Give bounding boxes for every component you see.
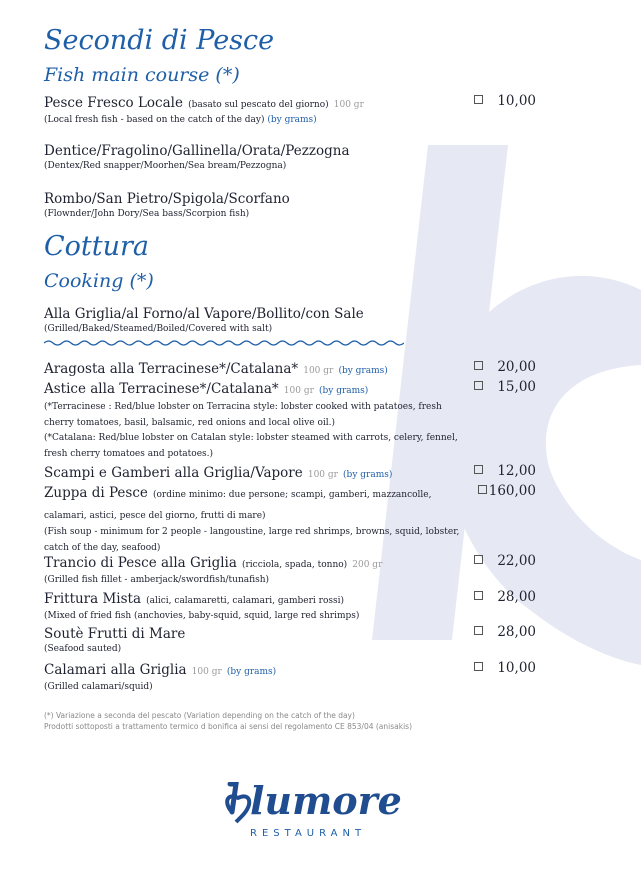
- checkbox-icon: [474, 555, 483, 564]
- item-qty: 100 gr: [303, 366, 334, 376]
- item-name: Frittura Mista: [44, 591, 142, 607]
- section-subtitle-cooking: Cooking (*): [44, 270, 154, 292]
- item-price: 160,00: [478, 483, 536, 499]
- item-name: Zuppa di Pesce: [44, 485, 148, 501]
- item-name: Alla Griglia/al Forno/al Vapore/Bollito/con Sale: [44, 306, 364, 322]
- item-desc: (ordine minimo: due persone; scampi, gamberi, mazzancolle, calamari, astici, pesce del giorno, frutti di mare): [44, 490, 432, 521]
- item-price: 12,00: [474, 463, 536, 479]
- item-price: 10,00: [474, 660, 536, 676]
- menu-item-calamari: [44, 660, 604, 694]
- menu-item-astice: [44, 379, 604, 462]
- item-note-terracinese: (*Terracinese : Red/blue lobster on Terracina style: lobster cooked with patatoes, fresh cherry tomatoes, basil, balsamic, red onions and local olive oil.): [44, 402, 442, 428]
- item-by-grams: (by grams): [226, 667, 277, 677]
- item-name: Aragosta alla Terracinese*/Catalana*: [44, 361, 299, 377]
- item-by-grams: (by grams): [318, 386, 369, 396]
- menu-item-pesce-fresco: [44, 93, 604, 127]
- item-translation: (Grilled/Baked/Steamed/Boiled/Covered with salt): [44, 324, 273, 334]
- menu-item-aragosta: [44, 359, 604, 380]
- section-title-cottura: Cottura: [44, 231, 150, 262]
- item-translation: (Grilled calamari/squid): [44, 682, 153, 692]
- checkbox-icon: [474, 591, 483, 600]
- item-qty: 100 gr: [283, 386, 314, 396]
- item-qty: 100 gr: [191, 667, 222, 677]
- wave-divider: [44, 338, 404, 348]
- item-translation: (Flownder/John Dory/Sea bass/Scorpion fish): [44, 209, 250, 219]
- item-price: 20,00: [474, 359, 536, 375]
- section-title-secondi: Secondi di Pesce: [44, 25, 275, 56]
- checkbox-icon: [474, 662, 483, 671]
- item-name: Scampi e Gamberi alla Griglia/Vapore: [44, 465, 303, 481]
- item-translation: (Local fresh fish - based on the catch of the day): [44, 115, 265, 125]
- item-name: Trancio di Pesce alla Griglia: [44, 555, 237, 571]
- menu-item-dentice: [44, 141, 604, 173]
- restaurant-logo: [222, 778, 422, 848]
- item-desc: (alici, calamaretti, calamari, gamberi rossi): [146, 596, 345, 606]
- footnote-anisakis: Prodotti sottoposti a trattamento termico d bonifica ai sensi del regolamento CE 853/04 (anisakis): [44, 722, 413, 731]
- item-name: Soutè Frutti di Mare: [44, 626, 186, 642]
- item-note-catalana: (*Catalana: Red/blue lobster on Catalan style: lobster steamed with carrots, celery, fennel, fresh cherry tomatoes and potatoes.): [44, 433, 458, 459]
- item-translation: (Mixed of fried fish (anchovies, baby-squid, squid, large red shrimps): [44, 611, 360, 621]
- item-qty: 100 gr: [307, 470, 338, 480]
- menu-item-trancio: [44, 553, 604, 587]
- logo-wordmark: lumore: [250, 778, 402, 823]
- item-name: Rombo/San Pietro/Spigola/Scorfano: [44, 191, 290, 207]
- checkbox-icon: [474, 361, 483, 370]
- item-name: Pesce Fresco Locale: [44, 95, 183, 111]
- item-translation: (Fish soup - minimum for 2 people - langoustine, large red shrimps, browns, squid, lobster, catch of the day, seafood): [44, 527, 460, 553]
- item-by-grams: (by grams): [267, 115, 317, 125]
- menu-item-cottura: [44, 304, 604, 336]
- item-price: 28,00: [474, 589, 536, 605]
- item-translation: (Dentex/Red snapper/Moorhen/Sea bream/Pezzogna): [44, 161, 287, 171]
- menu-item-frittura: [44, 589, 604, 623]
- item-name: Dentice/Fragolino/Gallinella/Orata/Pezzogna: [44, 143, 350, 159]
- item-price: 10,00: [474, 93, 536, 109]
- checkbox-icon: [474, 626, 483, 635]
- logo-tagline: RESTAURANT: [250, 828, 367, 839]
- checkbox-icon: [474, 465, 483, 474]
- item-translation: (Grilled fish fillet - amberjack/swordfish/tunafish): [44, 575, 270, 585]
- item-name: Calamari alla Griglia: [44, 662, 187, 678]
- item-price: 15,00: [474, 379, 536, 395]
- item-qty: 200 gr: [352, 560, 383, 570]
- item-qty: 100 gr: [333, 100, 364, 110]
- checkbox-icon: [474, 95, 483, 104]
- item-price: 28,00: [474, 624, 536, 640]
- footnote-variation: (*) Variazione a seconda del pescato (Variation depending on the catch of the day): [44, 711, 355, 720]
- item-desc: (ricciola, spada, tonno): [241, 560, 348, 570]
- item-by-grams: (by grams): [338, 366, 388, 376]
- item-by-grams: (by grams): [343, 470, 393, 480]
- item-desc: (basato sul pescato del giorno): [188, 100, 329, 110]
- checkbox-icon: [474, 381, 483, 390]
- item-price: 22,00: [474, 553, 536, 569]
- menu-item-soute: [44, 624, 604, 656]
- menu-item-rombo: [44, 189, 604, 221]
- item-translation: (Seafood sauted): [44, 644, 122, 654]
- checkbox-icon: [478, 485, 487, 494]
- section-subtitle-fish: Fish main course (*): [44, 64, 240, 86]
- item-name: Astice alla Terracinese*/Catalana*: [44, 381, 279, 397]
- menu-item-scampi: [44, 463, 604, 484]
- menu-item-zuppa: [44, 483, 604, 556]
